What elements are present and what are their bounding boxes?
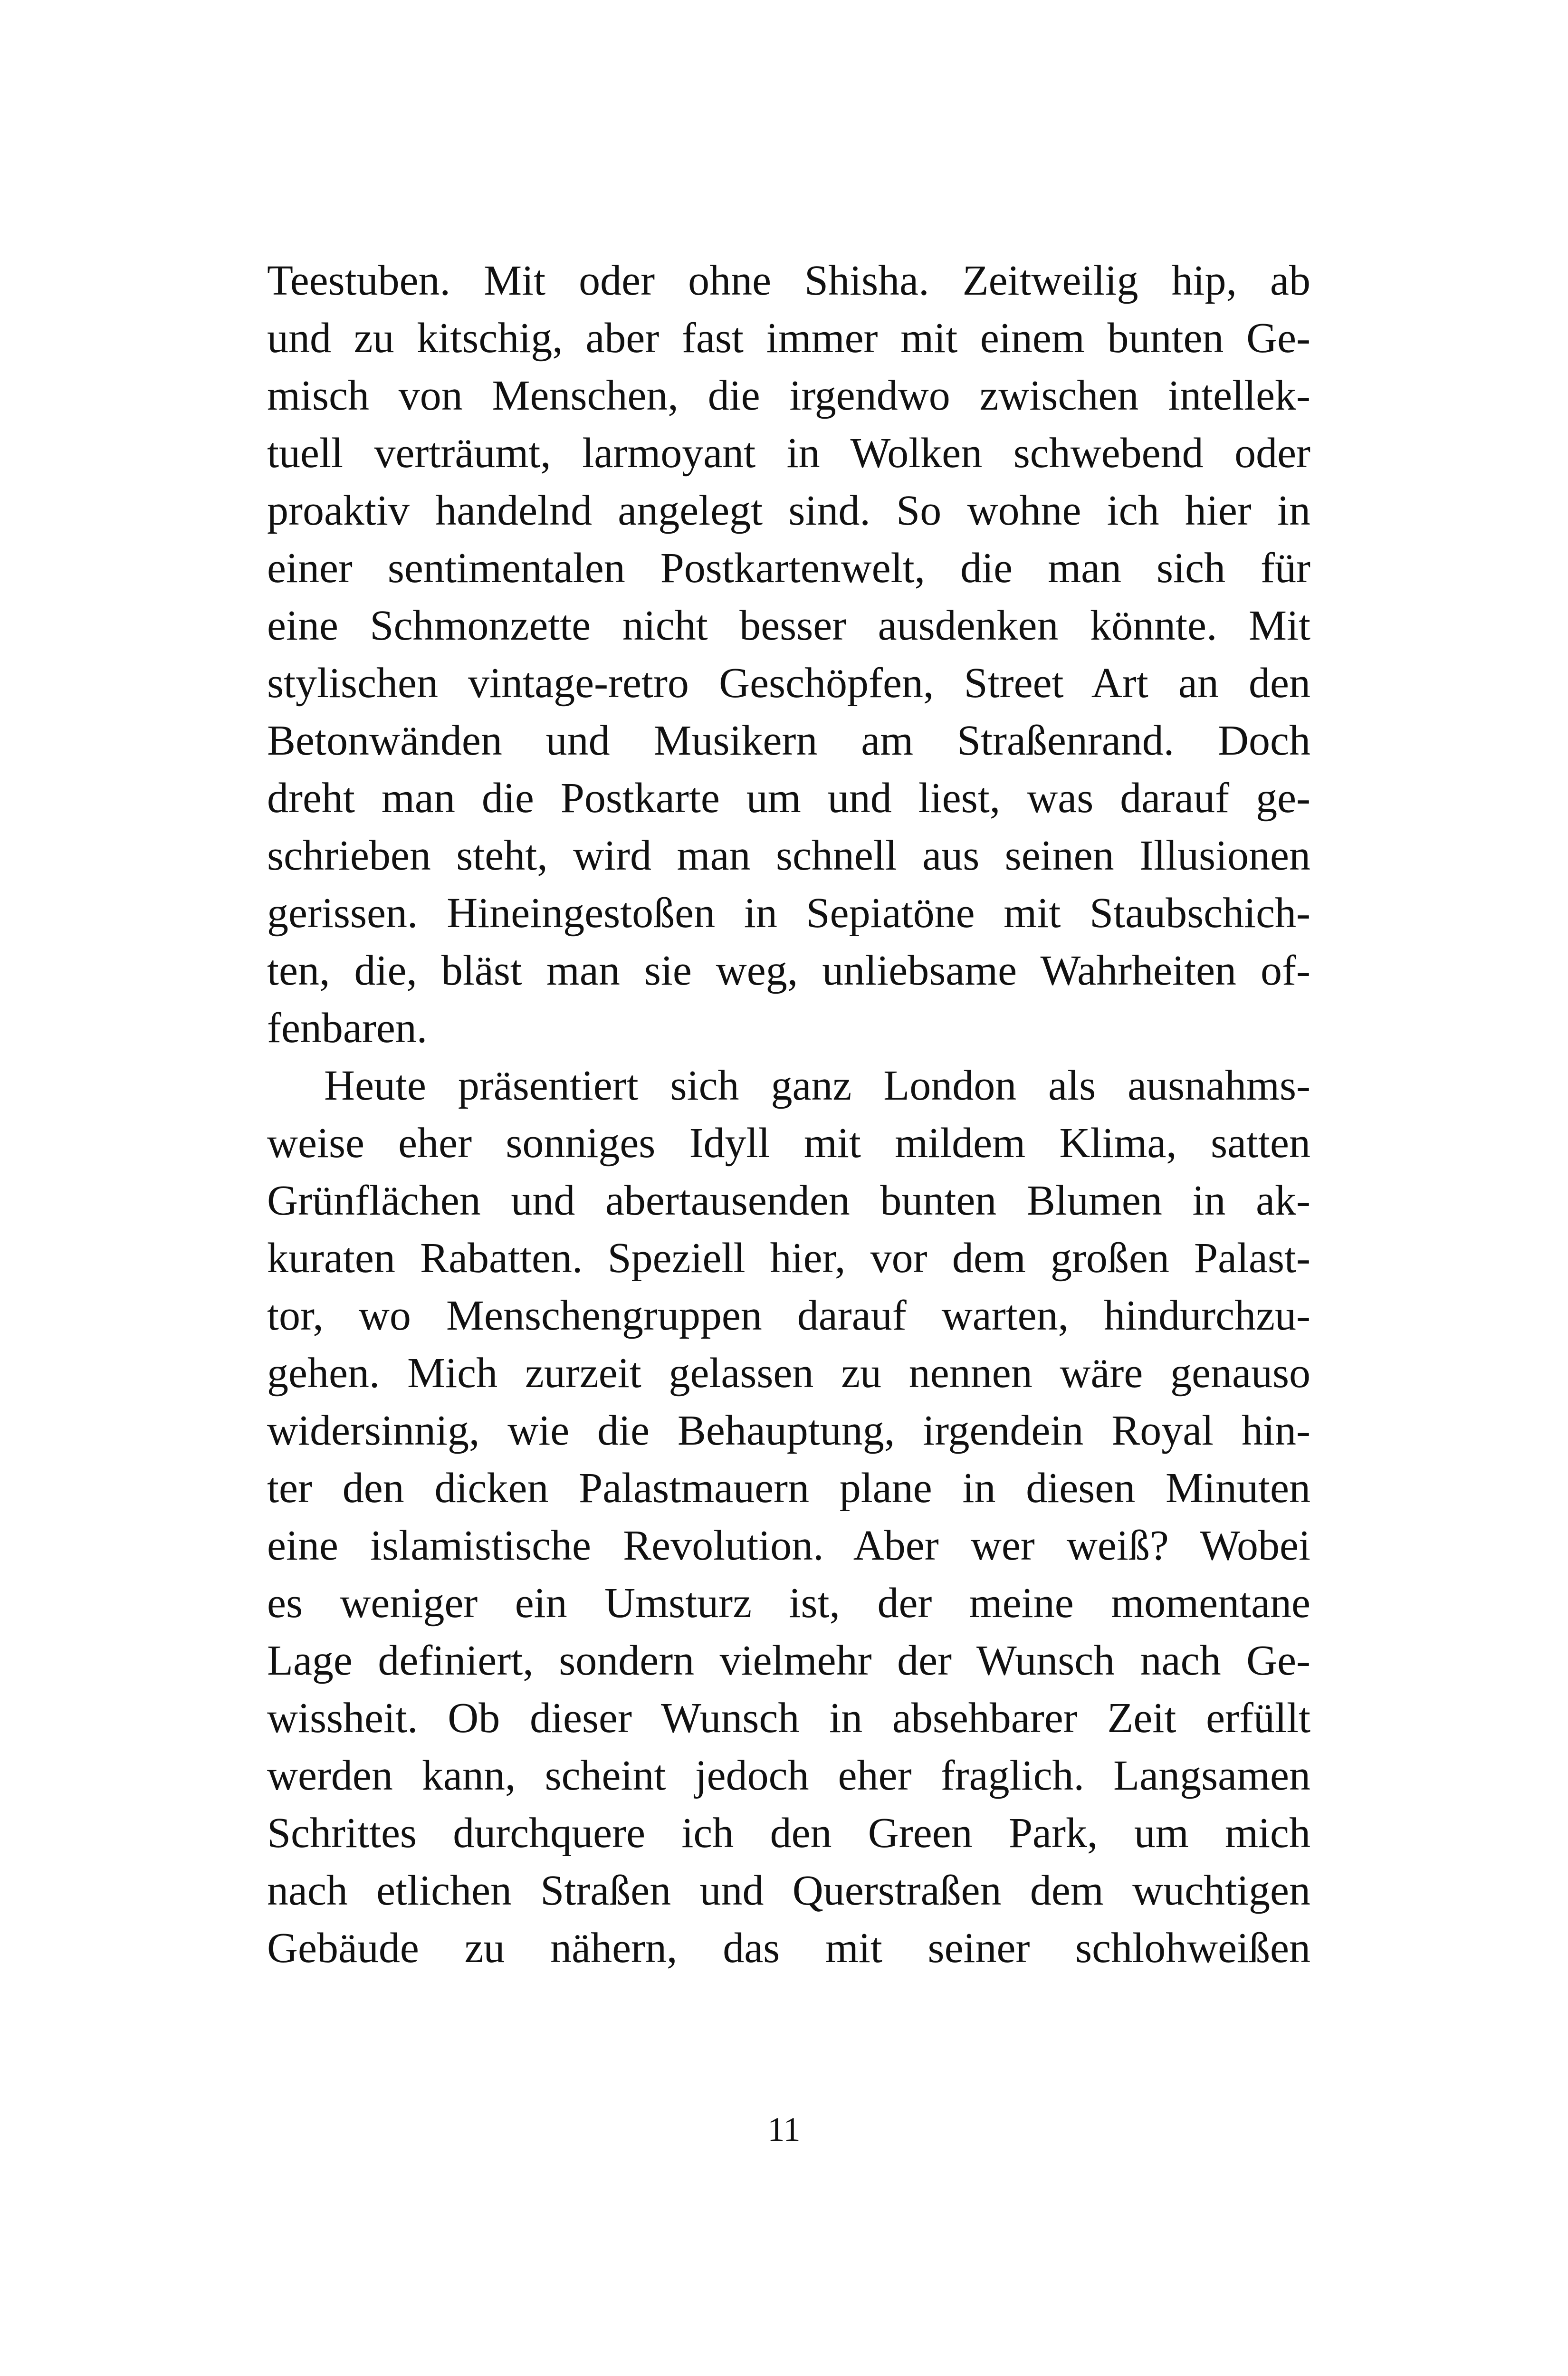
- text-line: kuraten Rabatten. Speziell hier, vor dem großen Palast-: [267, 1235, 1310, 1282]
- page-number: 11: [767, 2110, 801, 2148]
- text-line: nach etlichen Straßen und Querstraßen dem wuchtigen: [267, 1867, 1310, 1914]
- text-line: Betonwänden und Musikern am Straßenrand. Doch: [267, 717, 1310, 764]
- text-line: proaktiv handelnd angelegt sind. So wohne ich hier in: [267, 487, 1310, 534]
- text-line: wissheit. Ob dieser Wunsch in absehbarer Zeit erfüllt: [267, 1695, 1310, 1742]
- text-line: schrieben steht, wird man schnell aus seinen Illusionen: [267, 832, 1310, 879]
- text-line: und zu kitschig, aber fast immer mit einem bunten Ge-: [267, 315, 1310, 362]
- text-line: misch von Menschen, die irgendwo zwischen intellek-: [267, 372, 1310, 419]
- text-line: Schrittes durchquere ich den Green Park, um mich: [267, 1810, 1310, 1857]
- text-line: Teestuben. Mit oder ohne Shisha. Zeitweilig hip, ab: [267, 257, 1310, 304]
- text-line: weise eher sonniges Idyll mit mildem Klima, satten: [267, 1120, 1310, 1167]
- text-line: gehen. Mich zurzeit gelassen zu nennen wäre genauso: [267, 1350, 1310, 1397]
- text-line: fenbaren.: [267, 1005, 428, 1052]
- text-line: ter den dicken Palastmauern plane in diesen Minuten: [267, 1465, 1310, 1512]
- text-line: einer sentimentalen Postkartenwelt, die man sich für: [267, 545, 1310, 592]
- body-text: [267, 252, 1310, 1977]
- paragraph-1: [267, 252, 1310, 1057]
- text-line: dreht man die Postkarte um und liest, was darauf ge-: [267, 775, 1310, 822]
- text-line: Heute präsentiert sich ganz London als ausnahms-: [324, 1062, 1310, 1109]
- text-line: gerissen. Hineingestoßen in Sepiatöne mit Staubschich-: [267, 890, 1310, 937]
- text-line: eine Schmonzette nicht besser ausdenken könnte. Mit: [267, 602, 1310, 649]
- text-line: eine islamistische Revolution. Aber wer weiß? Wobei: [267, 1522, 1310, 1569]
- text-line: widersinnig, wie die Behauptung, irgendein Royal hin-: [267, 1407, 1310, 1454]
- text-line: ten, die, bläst man sie weg, unliebsame Wahrheiten of-: [267, 947, 1310, 994]
- text-line: es weniger ein Umsturz ist, der meine momentane: [267, 1580, 1310, 1627]
- text-line: Grünflächen und abertausenden bunten Blumen in ak-: [267, 1177, 1310, 1224]
- text-line: tor, wo Menschengruppen darauf warten, hindurchzu-: [267, 1292, 1310, 1339]
- paragraph-2: [267, 1057, 1310, 1977]
- text-line: Gebäude zu nähern, das mit seiner schlohweißen: [267, 1925, 1310, 1972]
- text-line: werden kann, scheint jedoch eher fraglich. Langsamen: [267, 1752, 1310, 1799]
- text-line: stylischen vintage-retro Geschöpfen, Street Art an den: [267, 660, 1310, 707]
- text-line: Lage definiert, sondern vielmehr der Wunsch nach Ge-: [267, 1637, 1310, 1684]
- text-line: tuell verträumt, larmoyant in Wolken schwebend oder: [267, 430, 1310, 477]
